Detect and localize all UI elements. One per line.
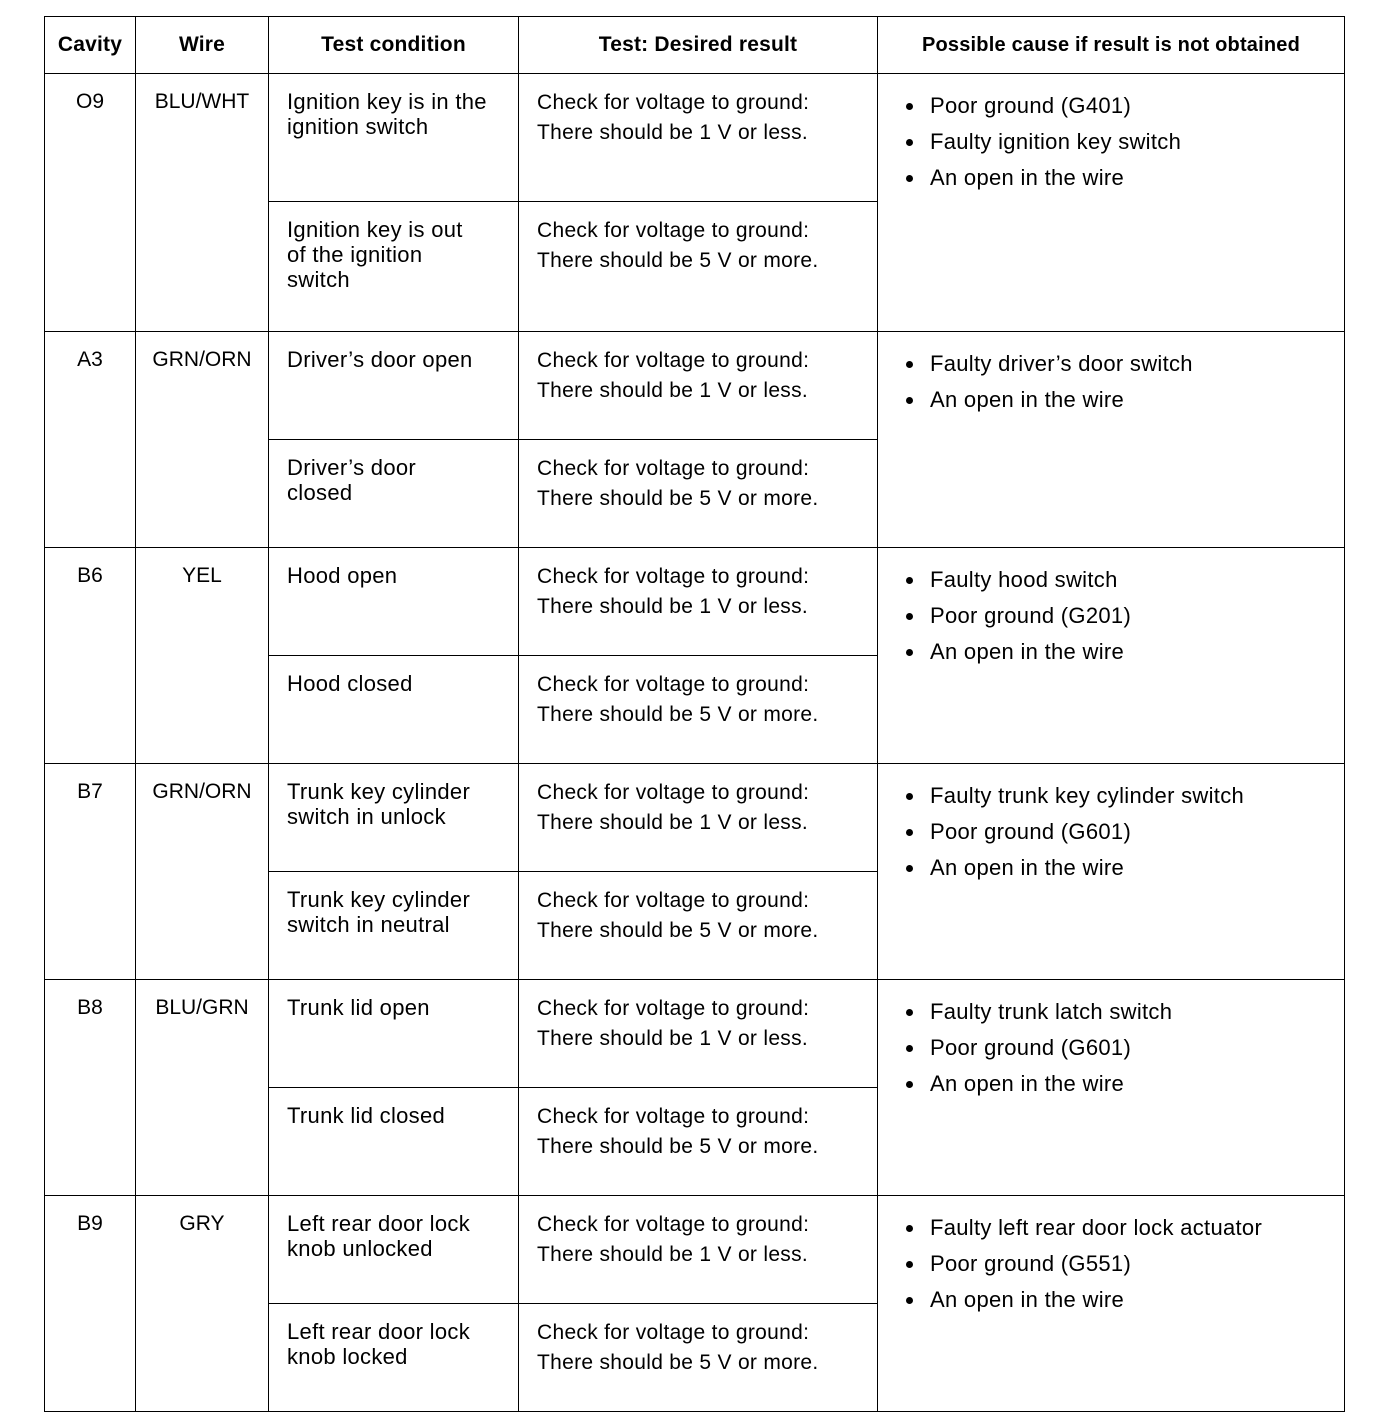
desired-result-line: There should be 5 V or more.	[537, 487, 819, 510]
test-condition-cell	[269, 332, 519, 440]
desired-result-cell	[519, 872, 878, 980]
wire-cell: GRN/ORN	[136, 332, 269, 548]
test-condition-line: Driver’s door open	[287, 347, 473, 372]
test-condition-line: switch in unlock	[287, 804, 446, 829]
test-condition-line: Hood closed	[287, 671, 413, 696]
desired-result-line: There should be 5 V or more.	[537, 1351, 819, 1374]
desired-result-line: Check for voltage to ground:	[537, 781, 810, 804]
test-condition-cell	[269, 440, 519, 548]
possible-cause-list	[904, 88, 1338, 196]
desired-result-line: There should be 1 V or less.	[537, 121, 809, 144]
desired-result-cell	[519, 764, 878, 872]
possible-cause-cell	[878, 1196, 1345, 1412]
header-desired-result: Test: Desired result	[519, 17, 878, 74]
test-condition-cell	[269, 656, 519, 764]
possible-cause-cell	[878, 548, 1345, 764]
possible-cause-cell	[878, 74, 1345, 332]
wire-cell: BLU/WHT	[136, 74, 269, 332]
possible-cause-cell	[878, 332, 1345, 548]
test-condition-line: ignition switch	[287, 114, 429, 139]
table-row	[45, 332, 1345, 440]
test-condition-cell	[269, 202, 519, 332]
test-condition-line: Hood open	[287, 563, 398, 588]
desired-result-line: Check for voltage to ground:	[537, 457, 810, 480]
desired-result-cell	[519, 332, 878, 440]
test-condition-cell	[269, 980, 519, 1088]
header-possible-cause: Possible cause if result is not obtained	[878, 17, 1345, 74]
test-condition-cell	[269, 1304, 519, 1412]
desired-result-line: Check for voltage to ground:	[537, 1105, 810, 1128]
desired-result-line: Check for voltage to ground:	[537, 997, 810, 1020]
possible-cause-list	[904, 994, 1338, 1102]
desired-result-line: Check for voltage to ground:	[537, 1213, 810, 1236]
test-condition-cell	[269, 764, 519, 872]
header-cavity: Cavity	[45, 17, 136, 74]
test-condition-line: Driver’s door	[287, 455, 417, 480]
desired-result-cell	[519, 74, 878, 202]
test-condition-line: Ignition key is in the	[287, 89, 487, 114]
possible-cause-item: Poor ground (G601)	[904, 1030, 1338, 1066]
possible-cause-item: An open in the wire	[904, 1066, 1338, 1102]
desired-result-cell	[519, 440, 878, 548]
desired-result-cell	[519, 656, 878, 764]
possible-cause-item: Faulty driver’s door switch	[904, 346, 1338, 382]
test-condition-line: Ignition key is out	[287, 217, 463, 242]
desired-result-line: There should be 1 V or less.	[537, 595, 809, 618]
test-condition-line: switch in neutral	[287, 912, 450, 937]
wire-cell: YEL	[136, 548, 269, 764]
possible-cause-item: Poor ground (G551)	[904, 1246, 1338, 1282]
test-condition-cell	[269, 872, 519, 980]
desired-result-line: Check for voltage to ground:	[537, 889, 810, 912]
possible-cause-cell	[878, 980, 1345, 1196]
possible-cause-item: An open in the wire	[904, 382, 1338, 418]
possible-cause-list	[904, 346, 1338, 418]
test-condition-line: Left rear door lock	[287, 1319, 471, 1344]
possible-cause-item: Poor ground (G601)	[904, 814, 1338, 850]
desired-result-line: There should be 1 V or less.	[537, 1027, 809, 1050]
desired-result-line: Check for voltage to ground:	[537, 1321, 810, 1344]
possible-cause-item: An open in the wire	[904, 634, 1338, 670]
possible-cause-list	[904, 778, 1338, 886]
table-row	[45, 74, 1345, 202]
table-header-row	[45, 17, 1345, 74]
desired-result-line: There should be 5 V or more.	[537, 249, 819, 272]
desired-result-line: Check for voltage to ground:	[537, 673, 810, 696]
test-condition-line: knob unlocked	[287, 1236, 433, 1261]
test-condition-line: of the ignition	[287, 242, 423, 267]
desired-result-line: There should be 5 V or more.	[537, 1135, 819, 1158]
cavity-cell: B6	[45, 548, 136, 764]
test-condition-line: closed	[287, 480, 353, 505]
desired-result-line: Check for voltage to ground:	[537, 565, 810, 588]
desired-result-line: There should be 1 V or less.	[537, 811, 809, 834]
possible-cause-item: Faulty ignition key switch	[904, 124, 1338, 160]
table-body	[45, 74, 1345, 1412]
header-test-condition: Test condition	[269, 17, 519, 74]
cavity-cell: O9	[45, 74, 136, 332]
possible-cause-item: An open in the wire	[904, 850, 1338, 886]
desired-result-cell	[519, 202, 878, 332]
possible-cause-item: Faulty hood switch	[904, 562, 1338, 598]
possible-cause-list	[904, 1210, 1338, 1318]
desired-result-line: There should be 5 V or more.	[537, 703, 819, 726]
test-condition-line: Trunk key cylinder	[287, 887, 471, 912]
wire-cell: GRY	[136, 1196, 269, 1412]
test-condition-cell	[269, 74, 519, 202]
possible-cause-item: Poor ground (G201)	[904, 598, 1338, 634]
test-condition-line: knob locked	[287, 1344, 408, 1369]
cavity-cell: B7	[45, 764, 136, 980]
desired-result-cell	[519, 548, 878, 656]
possible-cause-item: Faulty trunk latch switch	[904, 994, 1338, 1030]
wire-cell: BLU/GRN	[136, 980, 269, 1196]
desired-result-cell	[519, 980, 878, 1088]
desired-result-line: Check for voltage to ground:	[537, 91, 810, 114]
header-wire: Wire	[136, 17, 269, 74]
test-condition-line: Trunk key cylinder	[287, 779, 471, 804]
cavity-cell: B9	[45, 1196, 136, 1412]
test-condition-cell	[269, 548, 519, 656]
desired-result-line: There should be 1 V or less.	[537, 1243, 809, 1266]
desired-result-line: There should be 5 V or more.	[537, 919, 819, 942]
possible-cause-item: An open in the wire	[904, 1282, 1338, 1318]
possible-cause-item: An open in the wire	[904, 160, 1338, 196]
possible-cause-item: Faulty trunk key cylinder switch	[904, 778, 1338, 814]
possible-cause-cell	[878, 764, 1345, 980]
desired-result-cell	[519, 1088, 878, 1196]
troubleshooting-table	[44, 16, 1345, 1412]
desired-result-cell	[519, 1304, 878, 1412]
test-condition-cell	[269, 1088, 519, 1196]
desired-result-line: Check for voltage to ground:	[537, 219, 810, 242]
cavity-cell: A3	[45, 332, 136, 548]
possible-cause-item: Poor ground (G401)	[904, 88, 1338, 124]
table-row	[45, 980, 1345, 1088]
wire-cell: GRN/ORN	[136, 764, 269, 980]
test-condition-line: Left rear door lock	[287, 1211, 471, 1236]
test-condition-line: switch	[287, 267, 350, 292]
test-condition-line: Trunk lid open	[287, 995, 430, 1020]
desired-result-line: There should be 1 V or less.	[537, 379, 809, 402]
desired-result-line: Check for voltage to ground:	[537, 349, 810, 372]
table-row	[45, 764, 1345, 872]
test-condition-line: Trunk lid closed	[287, 1103, 446, 1128]
possible-cause-list	[904, 562, 1338, 670]
table-row	[45, 548, 1345, 656]
cavity-cell: B8	[45, 980, 136, 1196]
possible-cause-item: Faulty left rear door lock actuator	[904, 1210, 1338, 1246]
